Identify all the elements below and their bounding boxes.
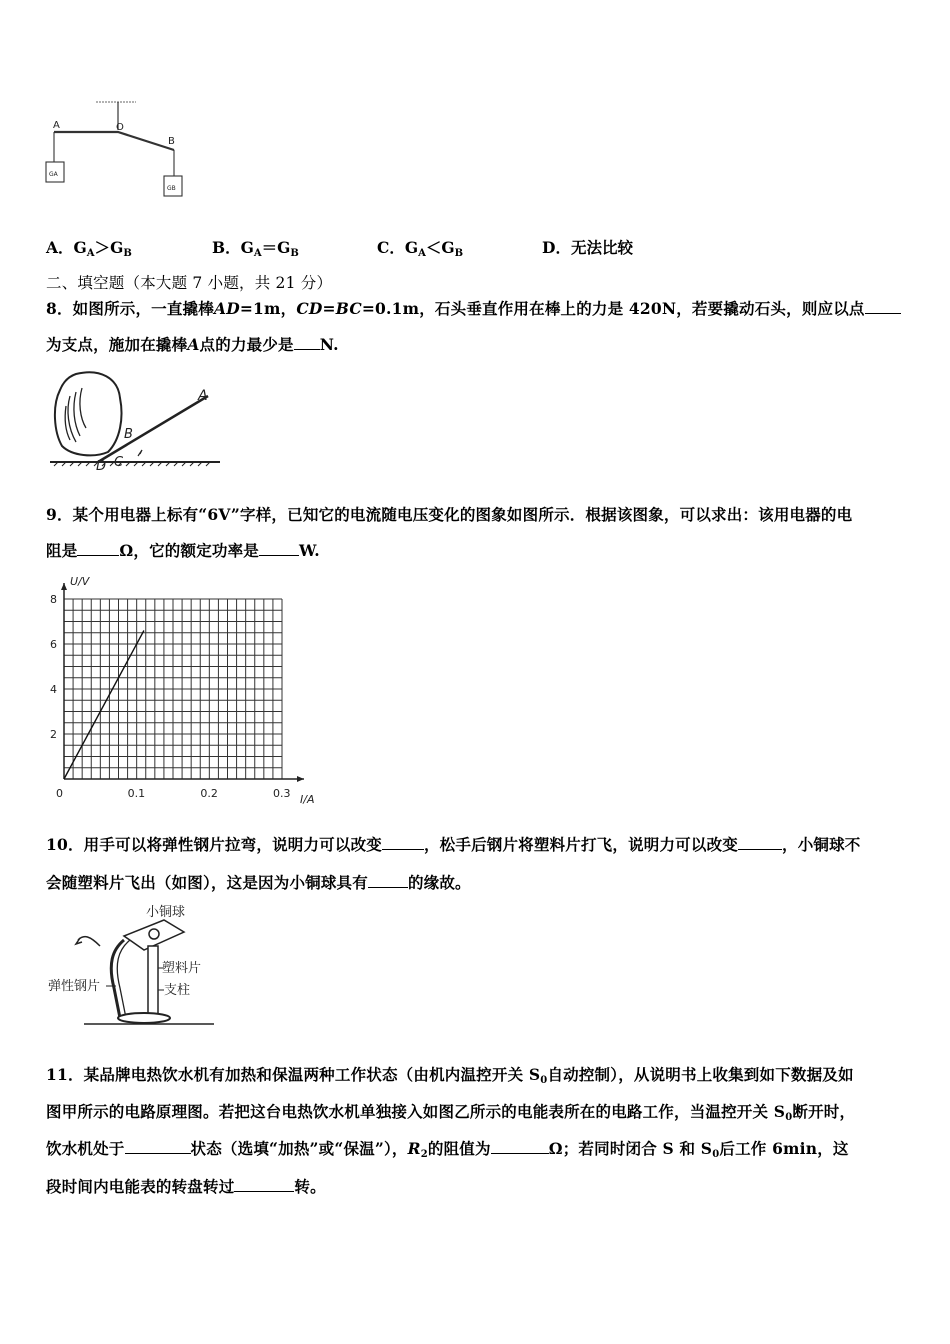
- y-tick-label: 8: [50, 593, 57, 606]
- label-o: O: [116, 122, 124, 133]
- q11-line1: 11．某品牌电热饮水机有加热和保温两种工作状态（由机内温控开关 $S_0$自动控制），从说明书上收集到如下数据及如: [46, 1065, 854, 1086]
- q11-line3: 饮水机处于 状态（选填“加热”或“保温”），$R_2$的阻值为 Ω；若同时闭合 S 和 $S_0$后工作 6min，这: [46, 1139, 849, 1160]
- q10-line1: 10．用手可以将弹性钢片拉弯，说明力可以改变 ，松手后钢片将塑料片打飞，说明力可以改变 ，小铜球不: [46, 835, 861, 854]
- crowbar-label-a: A: [198, 388, 208, 404]
- q8-blank-pivot[interactable]: [865, 299, 901, 314]
- lever-figure: [44, 96, 189, 206]
- q8-line1: 8．如图所示，一直撬棒AD=1m，CD=BC=0.1m，石头垂直作用在棒上的力是 420N，若要撬动石头，则应以点: [46, 297, 901, 319]
- q9-line2: 阻是 Ω，它的额定功率是 W.: [46, 541, 320, 560]
- label-plastic: 塑料片: [162, 961, 202, 976]
- q8-blank-force[interactable]: [294, 335, 320, 350]
- q11-blank-revolutions[interactable]: [234, 1177, 294, 1192]
- y-axis-label: U/V: [70, 575, 90, 588]
- option-b[interactable]: B．$G_A=G_B$: [212, 238, 299, 259]
- crowbar-label-d: D: [96, 459, 107, 472]
- steel-strip-figure: [44, 898, 224, 1030]
- x-tick-label: 0.3: [273, 787, 291, 800]
- label-post: 支柱: [164, 983, 191, 998]
- x-tick-label: 0.1: [127, 787, 146, 800]
- crowbar-figure: [48, 366, 223, 472]
- y-tick-label: 4: [50, 683, 57, 696]
- crowbar-label-b: B: [124, 427, 133, 442]
- q8-line2: 为支点，施加在撬棒A点的力最少是 N.: [46, 335, 339, 354]
- y-tick-label: 2: [50, 728, 57, 741]
- x-axis-label: I/A: [300, 793, 315, 806]
- q11-blank-state[interactable]: [125, 1139, 191, 1154]
- box-b-label: GB: [167, 185, 176, 192]
- section-heading: 二、填空题（本大题 7 小题，共 21 分）: [46, 274, 333, 292]
- q9-blank-resistance[interactable]: [77, 541, 119, 556]
- crowbar-label-c: C: [114, 455, 124, 470]
- label-b: B: [168, 136, 175, 147]
- label-copper-ball: 小铜球: [146, 905, 186, 920]
- q9-line1: 9．某个用电器上标有“6V”字样，已知它的电流随电压变化的图象如图所示．根据该图象，可以求出：该用电器的电: [46, 505, 853, 524]
- label-steel: 弹性钢片: [48, 979, 101, 994]
- q10-blank-inertia[interactable]: [368, 873, 408, 888]
- q11-blank-r2[interactable]: [491, 1139, 549, 1154]
- x-tick-label: 0: [56, 787, 63, 800]
- y-axis-arrow: [61, 583, 67, 590]
- q10-blank-motion[interactable]: [738, 835, 782, 850]
- label-a: A: [53, 120, 60, 131]
- q10-blank-shape[interactable]: [382, 835, 424, 850]
- ui-chart: [40, 568, 330, 808]
- option-a[interactable]: A．$G_A>G_B$: [46, 238, 132, 259]
- box-a-label: GA: [49, 171, 58, 178]
- q11-line2: 图甲所示的电路原理图。若把这台电热饮水机单独接入如图乙所示的电能表所在的电路工作，当温控开关 $S_0$断开时，: [46, 1102, 856, 1123]
- option-c[interactable]: C．$G_A<G_B$: [377, 238, 464, 259]
- q9-blank-power[interactable]: [259, 541, 299, 556]
- x-tick-label: 0.2: [200, 787, 218, 800]
- q11-line4: 段时间内电能表的转盘转过 转。: [46, 1177, 326, 1196]
- x-axis-arrow: [297, 776, 304, 782]
- q10-line2: 会随塑料片飞出（如图），这是因为小铜球具有 的缘故。: [46, 873, 471, 892]
- y-tick-label: 6: [50, 638, 57, 651]
- option-d[interactable]: D．无法比较: [542, 238, 633, 257]
